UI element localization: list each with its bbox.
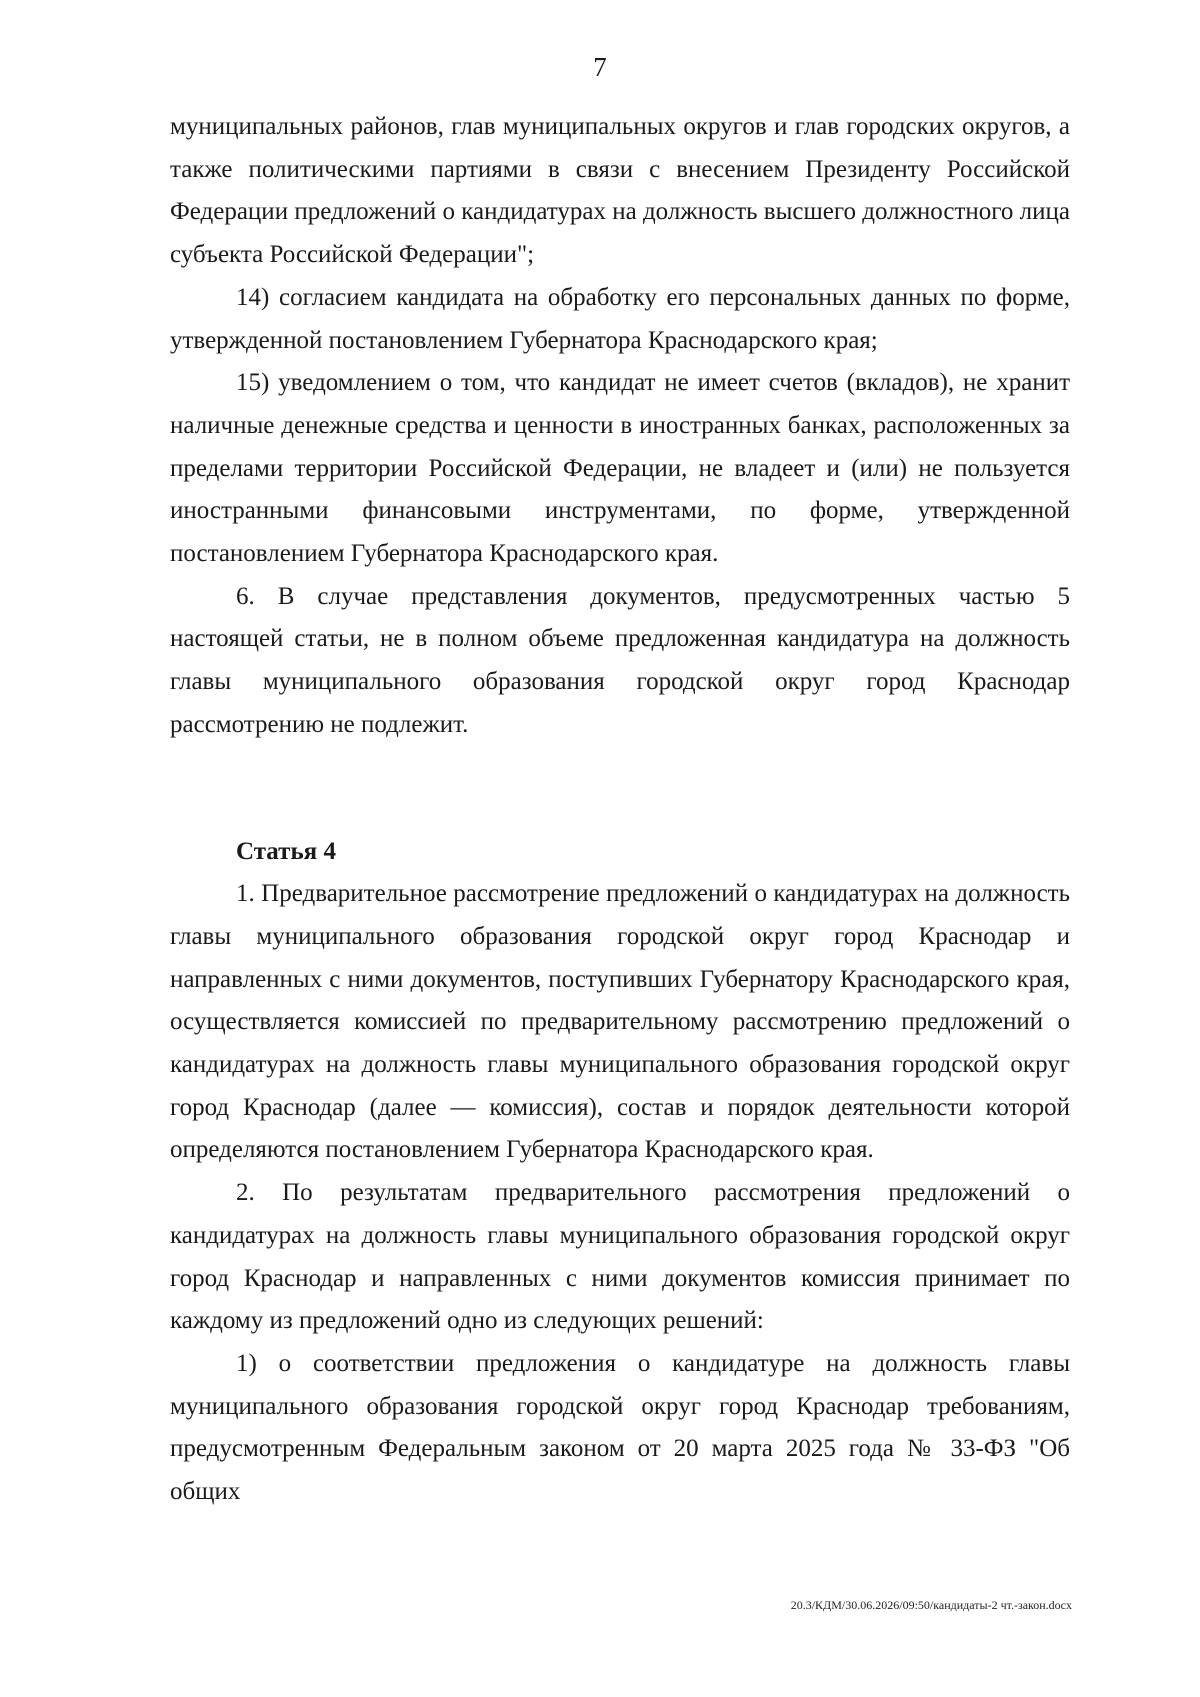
article-heading: Статья 4 xyxy=(236,837,336,865)
paragraph-part-6: 6. В случае представления документов, предусмотренных частью 5 настоящей статьи, не в полном объеме предложенная кандидатура на должность главы муниципального образования городской округ город Краснодар рассмотрению не подлежит. xyxy=(170,582,1070,738)
footer-file-reference: 20.3/КДМ/30.06.2026/09:50/кандидаты-2 чт.-закон.docx xyxy=(790,1598,1072,1612)
paragraph-continuation: муниципальных районов, глав муниципальных округов и глав городских округов, а также политическими партиями в связи с внесением Президенту Российской Федерации предложений о кандидатурах на должность высшего должностного лица субъекта Российской Федерации"; xyxy=(170,113,1070,269)
article-4-part-1: 1. Предварительное рассмотрение предложений о кандидатурах на должность главы муниципального образования городской округ город Краснодар и направленных с ними документов, поступивших Губернатору Краснодарского края, осуществляется комиссией по предварительному рассмотрению предложений о кандидатурах на должность главы муниципального образования городской округ город Краснодар (далее — комиссия), состав и порядок деятельности которой определяются постановлением Губернатора Краснодарского края. xyxy=(170,880,1070,1164)
document-body xyxy=(170,106,1070,1514)
paragraph-item-14: 14) согласием кандидата на обработку его персональных данных по форме, утвержденной постановлением Губернатора Краснодарского края; xyxy=(170,283,1070,354)
article-4-part-2-item-1: 1) о соответствии предложения о кандидатуре на должность главы муниципального образования городской округ город Краснодар требованиям, предусмотренным Федеральным законом от 20 марта 2025 года № 33-ФЗ "Об общих xyxy=(170,1349,1070,1506)
paragraph-item-15: 15) уведомлением о том, что кандидат не имеет счетов (вкладов), не хранит наличные денежные средства и ценности в иностранных банках, расположенных за пределами территории Российской Федерации, не владеет и (или) не пользуется иностранными финансовыми инструментами, по форме, утвержденной постановлением Губернатора Краснодарского края. xyxy=(170,369,1070,568)
page-number: 7 xyxy=(593,52,607,82)
article-4-part-2: 2. По результатам предварительного рассмотрения предложений о кандидатурах на должность главы муниципального образования городской округ город Краснодар и направленных с ними документов комиссия принимает по каждому из предложений одно из следующих решений: xyxy=(170,1179,1070,1335)
